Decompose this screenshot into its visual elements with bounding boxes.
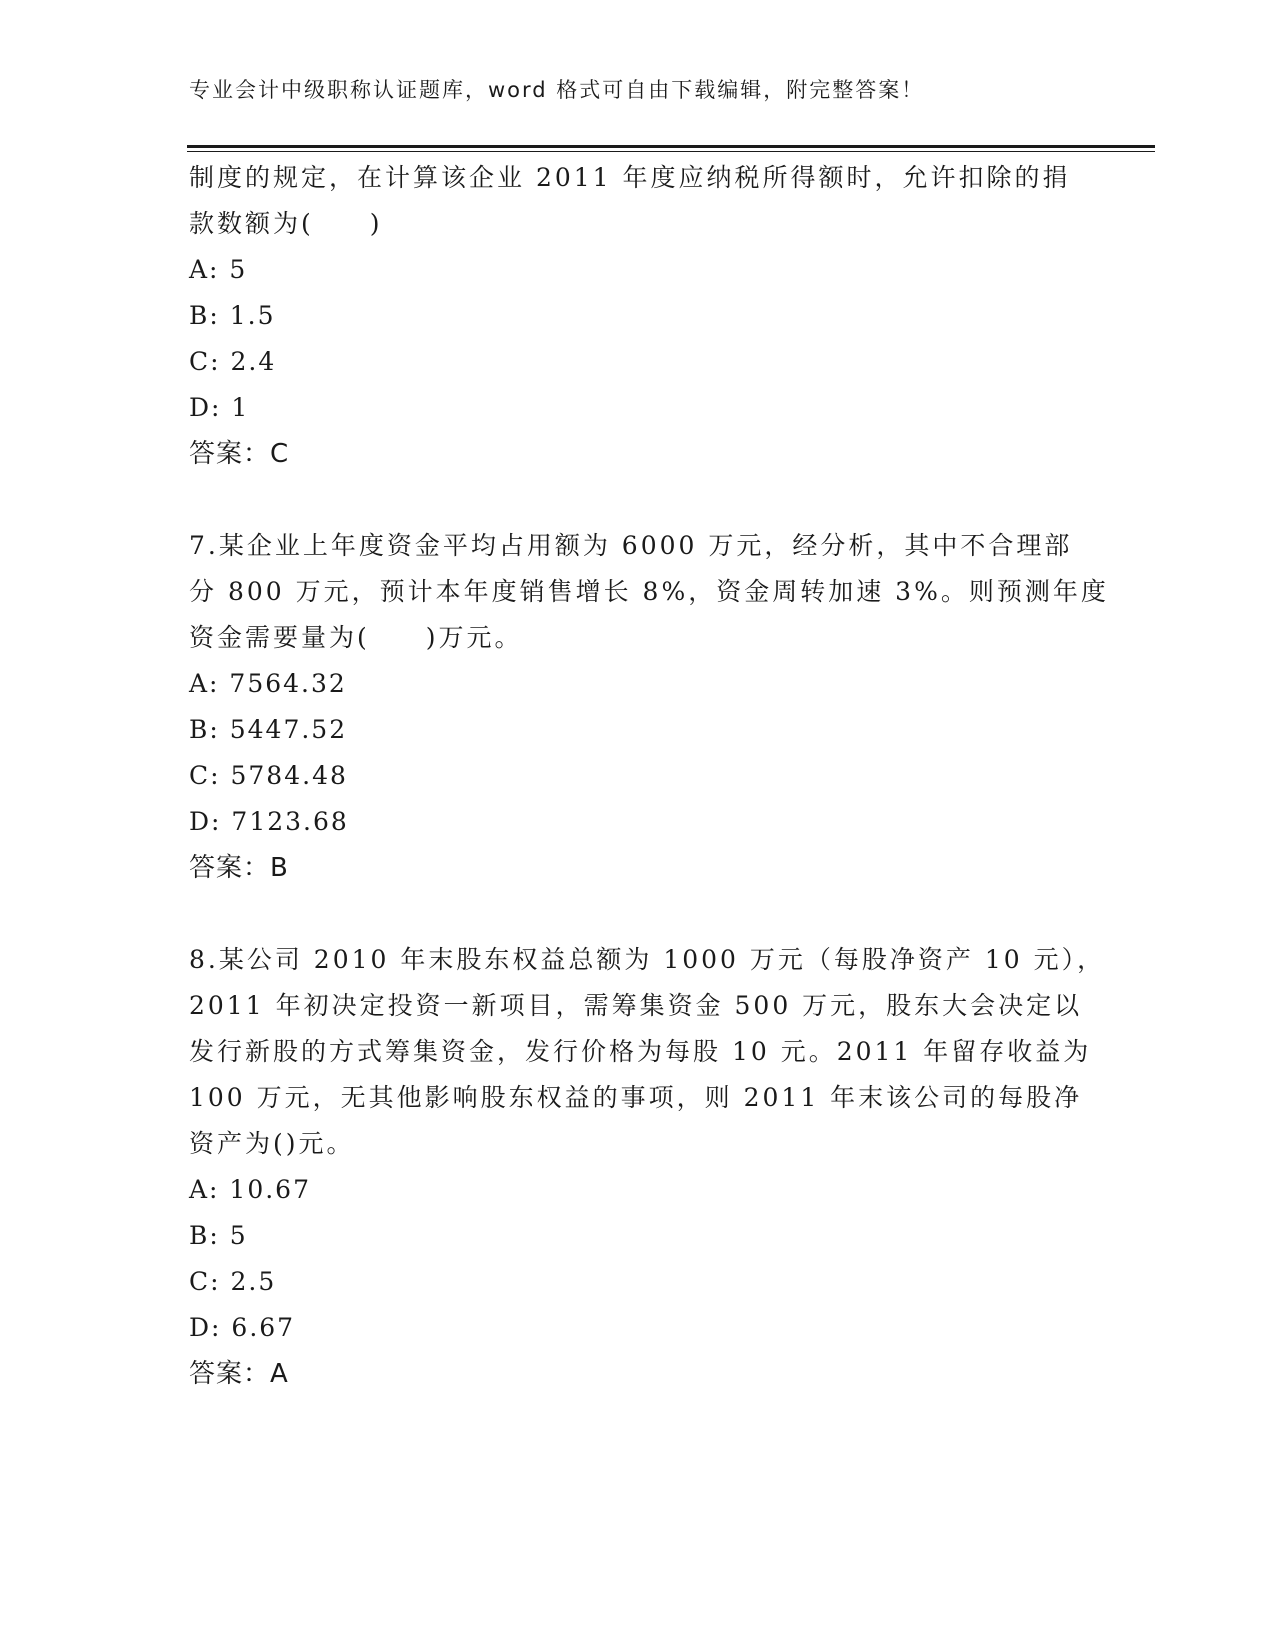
header-rule-thick — [187, 145, 1155, 148]
option-d: D: 1 — [189, 393, 250, 422]
answer-line: 答案：B — [189, 853, 289, 883]
option-b: B: 5 — [189, 1221, 248, 1250]
question-text-line: 发行新股的方式筹集资金，发行价格为每股 10 元。2011 年留存收益为 — [189, 1037, 1092, 1066]
answer-line: 答案：A — [189, 1359, 289, 1389]
document-body — [189, 155, 1109, 1397]
question-8 — [189, 937, 1106, 1397]
option-d: D: 6.67 — [189, 1313, 296, 1342]
page-header-title: 专业会计中级职称认证题库，word 格式可自由下载编辑，附完整答案！ — [189, 78, 925, 102]
question-text-line: 款数额为( ) — [189, 209, 383, 238]
option-c: C: 2.4 — [189, 347, 277, 376]
question-text-line: 资金需要量为( )万元。 — [189, 623, 523, 652]
question-text-line: 8.某公司 2010 年末股东权益总额为 1000 万元（每股净资产 10 元）， — [189, 945, 1106, 974]
option-c: C: 5784.48 — [189, 761, 348, 790]
option-b: B: 1.5 — [189, 301, 276, 330]
question-text-line: 7.某企业上年度资金平均占用额为 6000 万元，经分析，其中不合理部 — [189, 531, 1073, 560]
question-text-line: 制度的规定，在计算该企业 2011 年度应纳税所得额时，允许扣除的捐 — [189, 163, 1071, 192]
header-rule-thin — [187, 151, 1155, 152]
option-a: A: 10.67 — [189, 1175, 311, 1204]
spacer — [189, 477, 1089, 523]
option-a: A: 5 — [189, 255, 248, 284]
question-6 — [189, 155, 1089, 477]
question-text-line: 100 万元，无其他影响股东权益的事项，则 2011 年末该公司的每股净 — [189, 1083, 1083, 1112]
option-c: C: 2.5 — [189, 1267, 277, 1296]
question-text-line: 分 800 万元，预计本年度销售增长 8%，资金周转加速 3%。则预测年度 — [189, 577, 1109, 606]
question-text-line: 2011 年初决定投资一新项目，需筹集资金 500 万元，股东大会决定以 — [189, 991, 1083, 1020]
question-text-line: 资产为()元。 — [189, 1129, 355, 1158]
option-a: A: 7564.32 — [189, 669, 347, 698]
question-7 — [189, 523, 1109, 891]
option-d: D: 7123.68 — [189, 807, 349, 836]
answer-line: 答案：C — [189, 439, 290, 469]
option-b: B: 5447.52 — [189, 715, 348, 744]
spacer — [189, 891, 1089, 937]
